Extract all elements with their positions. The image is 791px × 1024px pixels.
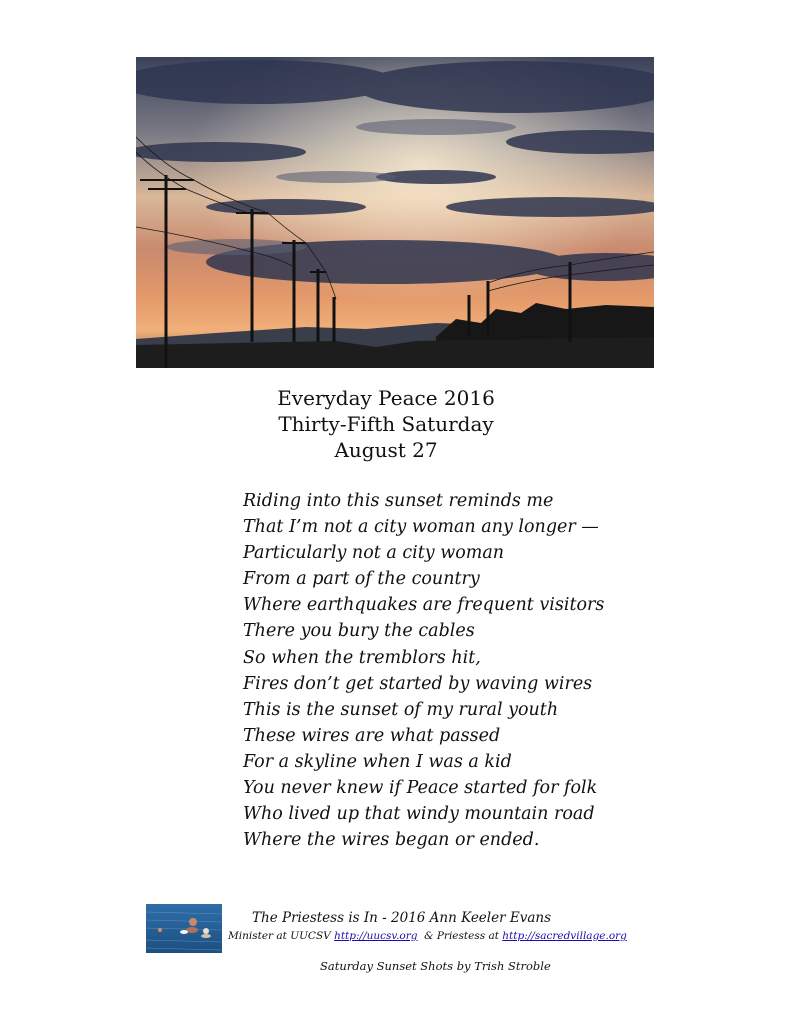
poem-line: You never knew if Peace started for folk	[243, 778, 598, 799]
swimmers-thumbnail	[146, 904, 222, 953]
week-title: Thirty-Fifth Saturday	[278, 412, 494, 436]
uucsv-link[interactable]: http://uucsv.org	[334, 930, 418, 942]
sacredvillage-link[interactable]: http://sacredvillage.org	[502, 930, 627, 942]
poem-line: There you bury the cables	[243, 621, 475, 642]
poem-line: That I’m not a city woman any longer —	[243, 517, 599, 538]
poem	[243, 488, 663, 853]
title-block	[236, 385, 536, 463]
photo-credit: Saturday Sunset Shots by Trish Stroble	[320, 959, 551, 973]
poem-line: Fires don’t get started by waving wires	[243, 673, 593, 694]
minister-prefix: Minister at UUCSV	[228, 930, 335, 942]
poem-line: So when the tremblors hit,	[243, 647, 481, 668]
affiliations	[228, 929, 648, 943]
sunset-photo	[136, 57, 654, 368]
author-credit: The Priestess is In - 2016 Ann Keeler Evans	[252, 910, 552, 926]
priestess-prefix: & Priestess at	[417, 930, 503, 942]
poem-line: Riding into this sunset reminds me	[243, 491, 554, 511]
poem-line: Who lived up that windy mountain road	[243, 804, 595, 825]
poem-line: This is the sunset of my rural youth	[243, 699, 559, 720]
poem-line: Where earthquakes are frequent visitors	[243, 595, 605, 616]
poem-line: Where the wires began or ended.	[243, 830, 540, 851]
date-title: August 27	[334, 438, 438, 462]
series-title: Everyday Peace 2016	[277, 386, 495, 410]
poem-line: For a skyline when I was a kid	[243, 751, 512, 772]
poem-line: Particularly not a city woman	[243, 543, 505, 564]
poem-line: From a part of the country	[243, 569, 480, 590]
poem-line: These wires are what passed	[243, 725, 501, 746]
